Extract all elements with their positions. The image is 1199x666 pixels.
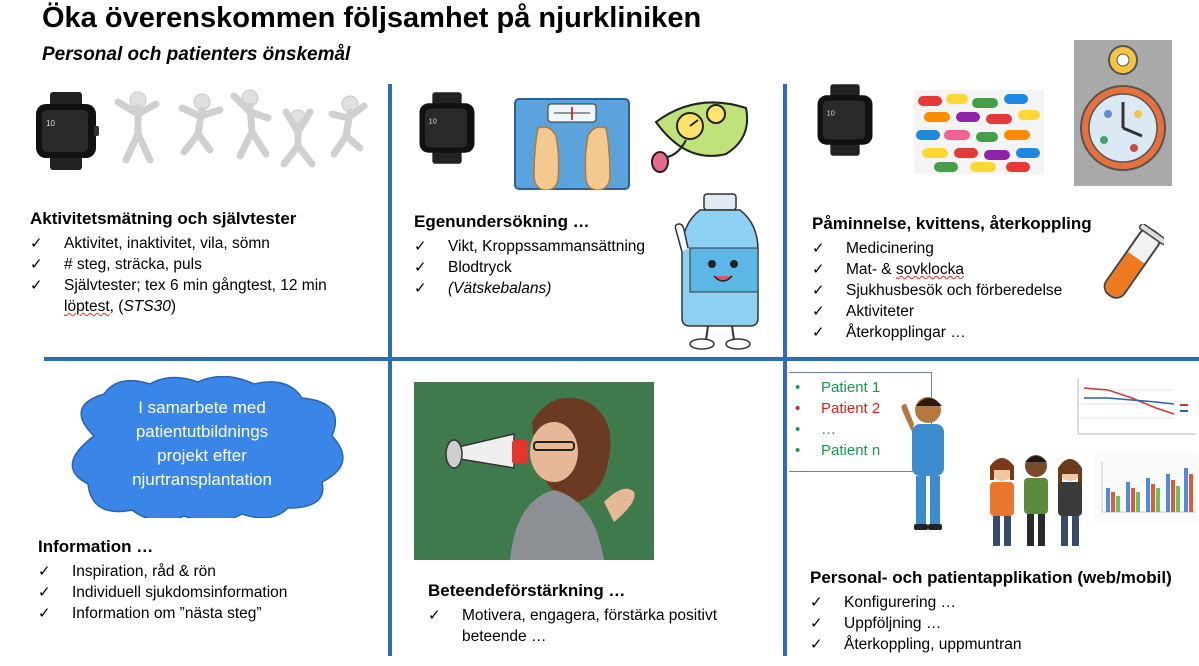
list-item: ✓ Motivera, engagera, förstärka positivt beteende … [428,607,718,645]
list-item: ✓ Medicinering [812,240,934,257]
list-item: ✓ Information om ”nästa steg” [38,605,262,622]
smartwatch-icon [812,84,878,156]
patient-item-ellipsis: • … [795,421,836,438]
divider-horizontal [44,357,1199,361]
patient-item-n[interactable]: • Patient n [795,442,881,459]
jumping-figures-image [110,88,372,170]
water-bottle-character-image [672,192,768,350]
section-title-beteende: Beteendeförstärkning … [428,581,626,600]
megaphone-woman-photo [414,382,654,560]
list-item: ✓ # steg, sträcka, puls [30,256,202,273]
paminnelse-list [812,238,1152,343]
information-list [38,561,378,624]
list-item: ✓ Konfigurering … [810,594,957,611]
list-item: ✓ Vikt, Kroppssammansättning [414,238,646,255]
info-cloud [54,376,350,518]
smartwatch-icon [414,92,480,164]
aktivitet-list [30,233,380,317]
list-item: ✓ Aktivitet, inaktivitet, vila, sömn [30,235,270,252]
line-chart-thumbnail [1064,374,1198,440]
list-item: ✓ Inspiration, råd & rön [38,563,216,580]
patient-item-1[interactable]: • Patient 1 [795,379,881,396]
bathroom-scale-image [514,98,630,190]
watch-display: 10 [46,119,55,128]
section-title-egenundersokning: Egenundersökning … [414,212,590,231]
people-group-image [984,452,1088,550]
section-title-paminnelse: Påminnelse, kvittens, återkoppling [812,214,1092,233]
alarm-clock-drawing-image [1074,40,1172,186]
section-title-app: Personal- och patientapplikation (web/mobil) [810,568,1172,587]
patient-item-2[interactable]: • Patient 2 [795,400,881,417]
divider-vertical-right [783,84,787,656]
pills-image [914,90,1044,174]
divider-vertical-left [388,84,392,656]
page-subtitle: Personal och patienters önskemål [42,44,351,65]
svg-text:10: 10 [428,116,437,126]
blood-pressure-meter-image [646,96,754,176]
list-item: ✓ (Vätskebalans) [414,280,552,297]
list-item: ✓ Aktiviteter [812,303,915,320]
section-title-information: Information … [38,537,154,556]
nurse-figure-image [896,392,956,532]
page-title: Öka överenskommen följsamhet på njurkliniken [42,2,702,34]
list-item: ✓ Blodtryck [414,259,512,276]
list-item: ✓ Uppföljning … [810,615,942,632]
svg-text:10: 10 [826,108,835,118]
beteende-list [428,605,768,647]
list-item: ✓ Återkoppling, uppmuntran [810,636,1022,653]
list-item: ✓ Individuell sjukdomsinformation [38,584,288,601]
bar-chart-thumbnail [1094,452,1198,522]
check-icon: ✓ [30,235,43,252]
list-item: ✓ Mat- & sovklocka [812,261,965,278]
check-icon: ✓ [30,256,43,273]
section-title-aktivitet: Aktivitetsmätning och självtester [30,209,297,228]
smartwatch-icon [30,92,102,170]
app-list [810,592,1198,655]
list-item: ✓ Sjukhusbesök och förberedelse [812,282,1063,299]
cloud-text: I samarbete med patientutbildnings projekt efter njurtransplantation [132,398,272,489]
check-icon: ✓ [30,277,43,294]
list-item: ✓ Återkopplingar … [812,324,966,341]
list-item: ✓ Självtester; tex 6 min gångtest, 12 min löptest, (STS30) [30,277,327,315]
egenundersokning-list [414,236,694,299]
